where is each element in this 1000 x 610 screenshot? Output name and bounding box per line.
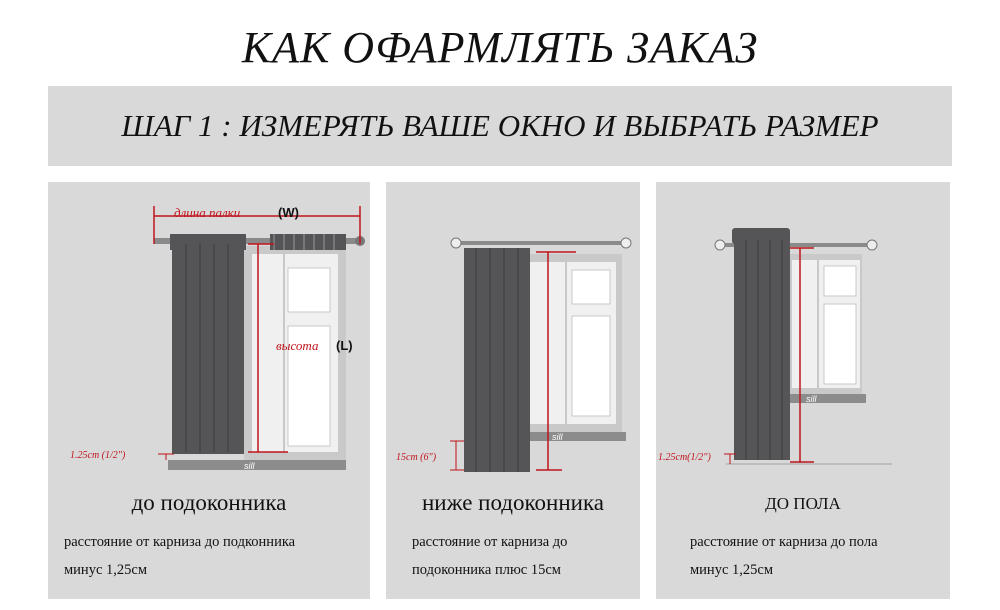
panel-to-sill — [48, 182, 370, 599]
offset-label: 1.25cm (1/2") — [70, 450, 126, 461]
curtain-left — [170, 234, 246, 454]
rod-length-label: длина палки — [174, 205, 241, 220]
offset-label: 15cm (6") — [396, 452, 437, 463]
description-line-2: минус 1,25см — [690, 562, 773, 578]
description-line-2: минус 1,25см — [64, 562, 147, 578]
sill — [786, 394, 866, 404]
sill — [168, 460, 346, 471]
window — [244, 246, 346, 460]
panel-caption: ДО ПОЛА — [765, 494, 841, 513]
sill-label: sill — [244, 461, 255, 471]
window — [516, 254, 622, 432]
panel-below-sill — [386, 182, 640, 599]
sill-label: sill — [552, 432, 563, 442]
curtain-left — [464, 248, 530, 472]
panel-to-floor — [656, 182, 950, 599]
description-line-1: расстояние от карниза до — [412, 534, 568, 550]
curtain-left — [732, 228, 790, 460]
curtain-rod — [451, 238, 631, 248]
rod-length-code: (W) — [278, 205, 299, 220]
panel-caption: ниже подоконника — [422, 490, 604, 515]
description-line-1: расстояние от карниза до подконника — [64, 534, 296, 550]
offset-marker — [158, 454, 174, 460]
panel-caption: до подоконника — [131, 490, 287, 515]
offset-label: 1.25cm(1/2") — [658, 452, 711, 463]
sill — [516, 432, 626, 442]
page-title: КАК ОФАРМЛЯТЬ ЗАКАЗ — [241, 23, 759, 72]
step-title: ШАГ 1 : ИЗМЕРЯТЬ ВАШЕ ОКНО И ВЫБРАТЬ РАЗМЕР — [121, 108, 879, 143]
height-label: высота — [276, 338, 319, 353]
offset-marker — [450, 441, 464, 470]
curtain-bunched — [270, 234, 346, 250]
step-banner — [48, 86, 952, 166]
height-code: (L) — [336, 338, 353, 353]
sill-label: sill — [806, 394, 817, 404]
description-line-1: расстояние от карниза до пола — [690, 534, 878, 550]
description-line-2: подоконника плюс 15см — [412, 562, 561, 578]
window — [786, 254, 862, 394]
